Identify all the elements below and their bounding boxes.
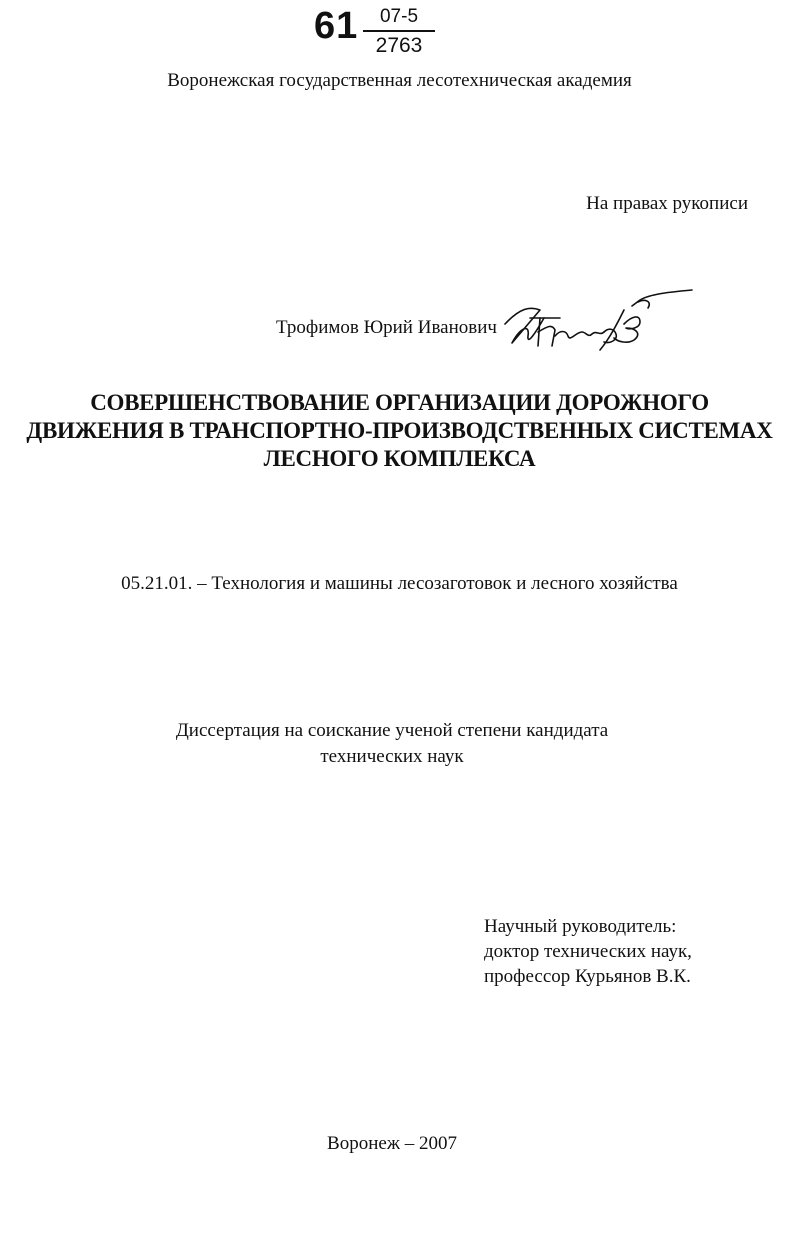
dissertation-title — [0, 389, 799, 473]
title-line-3: ЛЕСНОГО КОМПЛЕКСА — [263, 446, 536, 471]
title-line-1: СОВЕРШЕНСТВОВАНИЕ ОРГАНИЗАЦИИ ДОРОЖНОГО — [90, 390, 709, 415]
supervisor-line-3: профессор Курьянов В.К. — [484, 966, 691, 987]
degree-line-2: технических наук — [320, 746, 464, 767]
title-line-2: ДВИЖЕНИЯ В ТРАНСПОРТНО-ПРОИЗВОДСТВЕННЫХ СИСТЕМАХ — [26, 418, 773, 443]
city-year: Воронеж – 2007 — [327, 1133, 457, 1154]
institution-name: Воронежская государственная лесотехническая академия — [167, 70, 632, 91]
handwritten-signature-icon — [500, 288, 700, 363]
catalog-fraction — [363, 5, 435, 58]
degree-line-1: Диссертация на соискание ученой степени кандидата — [175, 720, 609, 741]
scientific-supervisor — [484, 914, 692, 989]
catalog-fraction-top: 07-5 — [379, 6, 419, 27]
author-name: Трофимов Юрий Иванович — [276, 317, 497, 338]
manuscript-rights: На правах рукописи — [586, 193, 748, 214]
degree-statement — [0, 718, 784, 770]
catalog-number: 61 — [314, 5, 359, 47]
catalog-fraction-bottom: 2763 — [375, 34, 423, 57]
supervisor-line-2: доктор технических наук, — [484, 941, 692, 962]
supervisor-line-1: Научный руководитель: — [484, 916, 677, 937]
specialty-code: 05.21.01. – Технология и машины лесозаготовок и лесного хозяйства — [121, 573, 678, 594]
fraction-bar — [363, 30, 435, 32]
